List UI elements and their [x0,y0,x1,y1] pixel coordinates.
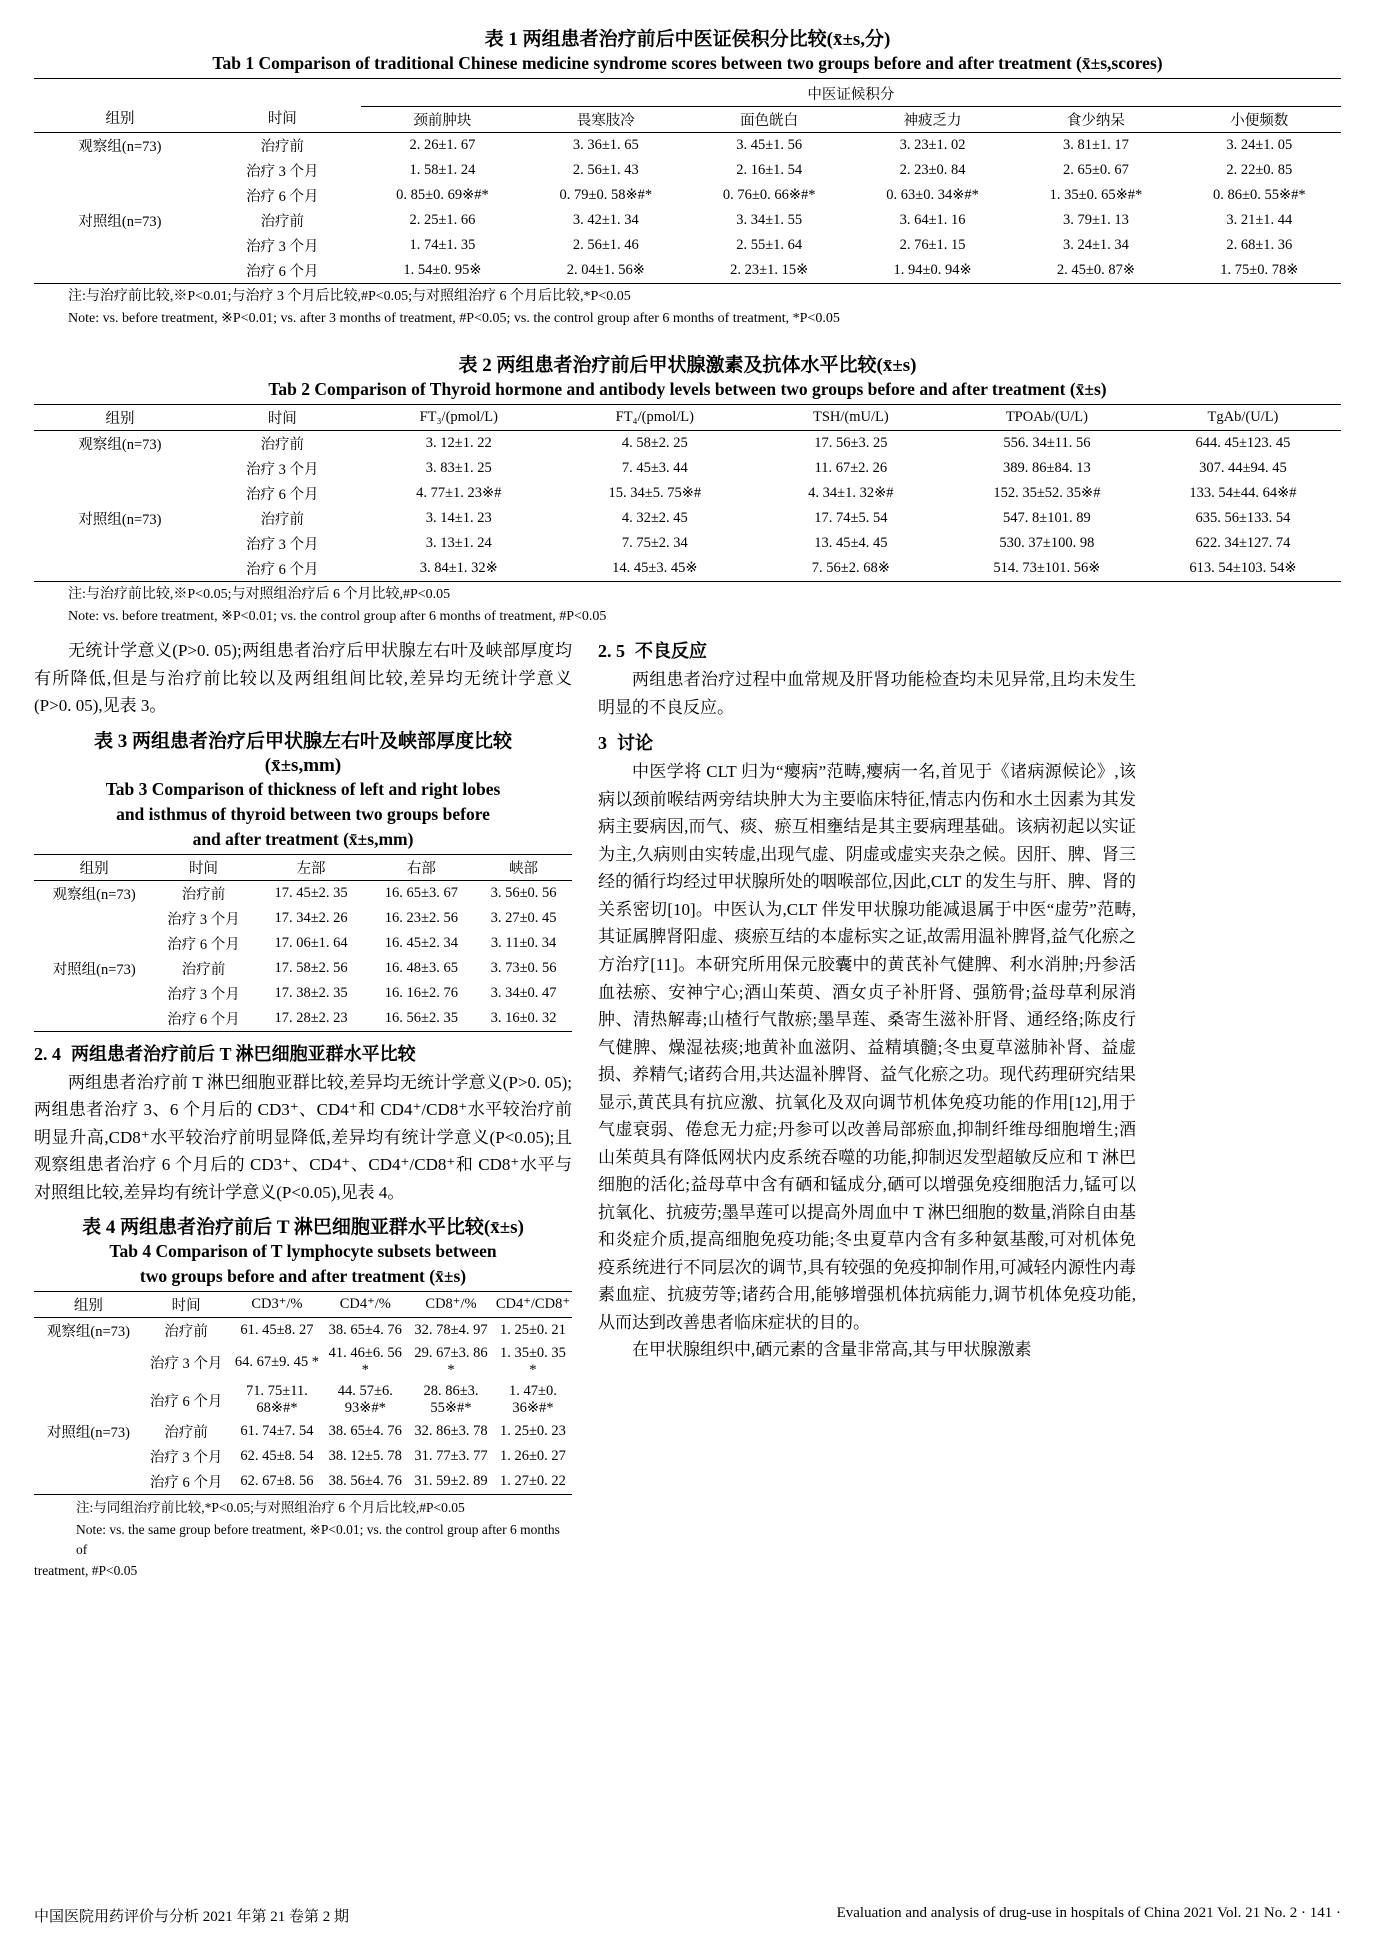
cell: 31. 77±3. 77 [414,1448,488,1465]
cell: 7. 56±2. 68※ [811,559,890,576]
table-row [34,430,1341,456]
row-group [34,1469,141,1495]
cell: 2. 56±1. 43 [572,162,639,178]
table3-col-2: 峡部 [475,854,572,880]
cell: 2. 68±1. 36 [1226,237,1293,253]
cell: 2. 26±1. 67 [409,137,476,153]
table4-block [34,1212,572,1580]
table1-note-cn: 注:与治疗前比较,※P<0.01;与治疗 3 个月后比较,#P<0.05;与对照组治疗 6 个月后比较,*P<0.05 [68,289,631,304]
left-column [34,637,572,1581]
cell: 3. 21±1. 44 [1226,212,1293,228]
table2-title-cn: 表 2 两组患者治疗前后甲状腺激素及抗体水平比较(x̄±s) [458,354,917,376]
table-row [34,906,572,931]
discussion-para-2: 在甲状腺组织中,硒元素的含量非常高,其与甲状腺激素 [632,1340,1032,1360]
section-2-4-body: 两组患者治疗前 T 淋巴细胞亚群比较,差异均无统计学意义(P>0. 05);两组患者治疗 3、6 个月后的 CD3⁺、CD4⁺和 CD4⁺/CD8⁺水平较治疗前明显升高,CD8⁺水平较治疗前明显降低,差异均有统计学意义(P<0.05);且观察组患者治疗 6 个月后的 CD3⁺、CD4⁺、CD4⁺/CD8⁺和 CD8⁺水平与对照组比较,差异均有统计学意义(P<0.05),见表 4。 [34,1072,572,1202]
body-columns [34,637,1341,1581]
row-time: 治疗 6 个月 [149,1475,223,1492]
row-group [34,456,204,481]
row-group [34,1006,152,1032]
row-group [34,906,152,931]
row-group [34,233,204,258]
cell: 3. 81±1. 17 [1062,137,1129,153]
table1-head-span: 中医证候积分 [361,79,1341,107]
row-time: 治疗前 [260,214,305,230]
cell: 32. 86±3. 78 [414,1423,488,1440]
section-2-4-heading [34,1040,572,1066]
cell: 71. 75±11. 68※#* [246,1383,308,1417]
table3-head-time: 时间 [152,854,254,880]
cell: 4. 58±2. 25 [621,434,688,451]
table1-note-en: Note: vs. before treatment, ※P<0.01; vs. after 3 months of treatment, #P<0.05; vs. the control group after 6 months of treatment, *P<0.05 [68,311,840,327]
cell: 3. 84±1. 32※ [419,559,498,576]
table-row [34,183,1341,208]
table3-head-group: 组别 [34,854,152,880]
cell: 38. 56±4. 76 [328,1473,402,1490]
table2-note-en: Note: vs. before treatment, ※P<0.01; vs. the control group after 6 months of treatment, #P<0.05 [68,608,607,624]
cell: 1. 35±0. 35 * [499,1345,566,1379]
cell: 7. 45±3. 44 [621,459,688,476]
table-row [34,1343,572,1381]
cell: 3. 11±0. 34 [490,934,557,951]
cell: 14. 45±3. 45※ [612,559,698,576]
cell: 514. 73±101. 56※ [993,559,1101,576]
cell: 613. 54±103. 54※ [1189,559,1297,576]
cell: 0. 76±0. 66※#* [722,187,816,203]
row-group [34,556,204,582]
para-after-tables: 无统计学意义(P>0. 05);两组患者治疗后甲状腺左右叶及峡部厚度均有所降低,但是与治疗前比较以及两组组间比较,差异均无统计学意义(P>0. 05),见表 3。 [34,641,572,716]
cell: 622. 34±127. 74 [1195,534,1291,551]
cell: 61. 74±7. 54 [240,1423,314,1440]
row-time: 治疗 3 个月 [246,461,319,478]
row-time: 治疗 6 个月 [246,486,319,503]
cell: 17. 74±5. 54 [814,509,888,526]
cell: 13. 45±4. 45 [814,534,888,551]
cell: 4. 34±1. 32※# [808,484,894,501]
cell: 3. 16±0. 32 [490,1009,557,1026]
cell: 530. 37±100. 98 [999,534,1095,551]
discussion-para-1: 中医学将 CLT 归为“瘿病”范畴,瘿病一名,首见于《诸病源候论》,该病以颈前喉结两旁结块肿大为主要临床特征,情志内伤和水土因素为其发病主要病因,而气、痰、瘀互相壅结是其主要病理基础。该病初起以实证为主,久病则由实转虚,出现气虚、阴虚或虚实夹杂之候。因肝、脾、肾三经的循行均经过甲状腺所处的咽喉部位,因此,CLT 的发生与肝、脾、肾的关系密切[10]。中医认为,CLT 伴发甲状腺功能减退属于中医“虚劳”范畴,其证属脾肾阳虚、痰瘀互结的本虚标实之证,故需用温补脾肾,益气化瘀之方治疗[11]。本研究所用保元胶囊中的黄芪补气健脾、利水消肿;丹参活血祛瘀、安神宁心;酒山茱萸、酒女贞子补肝肾、强筋骨;益母草利尿消肿、清热解毒;山楂行气散瘀;墨旱莲、桑寄生滋补肝肾、通经络;陈皮行气健脾、燥湿祛痰;地黄补血滋阴、益精填髓;冬虫夏草滋肺补肾、益虚损、养精气;诸药合用,共达温补脾肾、益气化瘀之功。现代药理研究结果显示,黄芪具有抗应激、抗氧化及双向调节机体免疫功能的作用[12],用于气虚衰弱、倦怠无力症;丹参可以改善局部瘀血,抑制纤维母细胞增生;酒山茱萸具有降低网状内皮系统吞噬的功能,抑制迟发型超敏反应和 T 淋巴细胞的活化;益母草中含有硒和锰成分,硒可以增强免疫细胞活力,锰可以抗氧化、抗疲劳;墨旱莲可以提高外周血中 T 淋巴细胞的数量,消除自由基和炎症介质,提高细胞免疫功能;冬虫夏草内含有多种氨基酸,可对机体免疫系统进行不同层次的调节,具有较强的免疫抑制作用,可减轻内源性内毒素血症、抗疲劳等;诸药合用,能够增强机体抗病能力,调节机体免疫功能,从而达到改善患者临床症状的目的。 [598,762,1136,1332]
cell: 1. 47±0. 36※#* [509,1383,557,1417]
row-time: 治疗前 [181,961,226,978]
section-2-5-number: 2. 5 [598,641,625,662]
table1-col-5: 小便频数 [1230,113,1289,129]
table2 [34,404,1341,582]
table3-block [34,726,572,1032]
table1 [34,78,1341,284]
cell: 152. 35±52. 35※# [993,484,1101,501]
cell: 3. 23±1. 02 [899,137,966,153]
cell: 556. 34±11. 56 [1003,434,1091,451]
cell: 635. 56±133. 54 [1195,509,1291,526]
cell: 4. 32±2. 45 [621,509,688,526]
table-row [34,880,572,906]
cell: 389. 86±84. 13 [1003,459,1091,476]
cell: 16. 56±2. 35 [384,1009,458,1026]
cell: 1. 35±0. 65※#* [1049,187,1143,203]
cell: 307. 44±94. 45 [1199,459,1287,476]
row-time: 治疗 6 个月 [246,189,319,205]
page-footer [34,1905,1341,1926]
cell: 31. 59±2. 89 [414,1473,488,1490]
cell: 0. 86±0. 55※#* [1213,187,1306,203]
row-time: 治疗 3 个月 [149,1450,223,1467]
table-row [34,531,1341,556]
table3-title-cn-2: (x̄±s,mm) [264,754,342,776]
cell: 17. 56±3. 25 [814,434,888,451]
row-time: 治疗前 [164,1425,208,1442]
table4-col-3: CD4⁺/CD8⁺ [494,1292,572,1318]
table-row [34,956,572,981]
cell: 2. 56±1. 46 [572,237,639,253]
row-time: 治疗 6 个月 [149,1393,223,1410]
row-time: 治疗前 [164,1324,208,1341]
right-column [598,637,1136,1581]
table2-col-4: TgAb/(U/L) [1145,404,1341,430]
row-group [34,183,204,208]
cell: 3. 64±1. 16 [899,212,966,228]
cell: 2. 25±1. 66 [409,212,476,228]
row-time: 治疗 6 个月 [167,1011,240,1028]
table2-col-1: FT₄/(pmol/L) [557,404,753,430]
table-row [34,158,1341,183]
row-time: 治疗 3 个月 [149,1355,223,1372]
table1-title-en: Tab 1 Comparison of traditional Chinese medicine syndrome scores between two groups before and after treatment (x̄±s,scores) [212,53,1163,73]
table3-col-1: 右部 [368,854,476,880]
cell: 1. 25±0. 21 [499,1322,566,1339]
footer-journal-cn: 中国医院用药评价与分析 2021 年第 21 卷第 2 期 [34,1909,350,1925]
row-group [34,981,152,1006]
table1-col-1: 畏寒肢冷 [576,113,635,129]
cell: 2. 45±0. 87※ [1056,262,1135,278]
section-3-number: 3 [598,733,607,754]
table4-title-en-1: Tab 4 Comparison of T lymphocyte subsets between [109,1241,497,1262]
cell: 3. 36±1. 65 [572,137,639,153]
table1-block [34,24,1341,330]
table4-note-en-1: Note: vs. the same group before treatment, ※P<0.01; vs. the control group after 6 months of [76,1522,560,1557]
table-row [34,556,1341,582]
row-group [34,258,204,284]
cell: 15. 34±5. 75※# [608,484,702,501]
table4-col-2: CD8⁺/% [408,1292,494,1318]
table1-col-3: 神疲乏力 [903,113,962,129]
table3-title-en-2: and isthmus of thyroid between two groups before [116,803,490,824]
cell: 3. 27±0. 45 [490,909,557,926]
table-row [34,506,1341,531]
cell: 3. 34±1. 55 [736,212,803,228]
table-row [34,1419,572,1444]
table-row [34,456,1341,481]
cell: 3. 79±1. 13 [1062,212,1129,228]
cell: 17. 06±1. 64 [274,934,348,951]
row-group [34,1381,141,1419]
cell: 62. 67±8. 56 [240,1473,314,1490]
row-time: 治疗前 [260,139,305,155]
row-group: 对照组(n=73) [46,1425,130,1442]
cell: 3. 24±1. 34 [1062,237,1129,253]
cell: 3. 34±0. 47 [490,984,557,1001]
table-row [34,233,1341,258]
cell: 2. 55±1. 64 [736,237,803,253]
footer-journal-en: Evaluation and analysis of drug-use in hospitals of China 2021 Vol. 21 No. 2 · 141 · [836,1905,1341,1921]
cell: 644. 45±123. 45 [1195,434,1291,451]
table-row [34,1381,572,1419]
table4-title-cn: 表 4 两组患者治疗前后 T 淋巴细胞亚群水平比较(x̄±s) [82,1217,524,1239]
row-time: 治疗 6 个月 [246,264,319,280]
row-time: 治疗 3 个月 [246,536,319,553]
row-time: 治疗 3 个月 [246,164,319,180]
cell: 41. 46±6. 56 * [328,1345,402,1379]
cell: 16. 65±3. 67 [384,884,458,901]
cell: 3. 45±1. 56 [736,137,803,153]
cell: 3. 12±1. 22 [425,434,492,451]
cell: 2. 16±1. 54 [736,162,803,178]
table1-head-group: 组别 [105,111,135,127]
row-time: 治疗 3 个月 [167,986,240,1003]
table-row [34,1318,572,1344]
cell: 3. 73±0. 56 [490,959,557,976]
row-group [34,481,204,506]
cell: 16. 16±2. 76 [384,984,458,1001]
cell: 17. 28±2. 23 [274,1009,348,1026]
table4 [34,1291,572,1495]
table-row [34,931,572,956]
table-row [34,1469,572,1495]
row-time: 治疗前 [260,436,305,453]
table4-head-group: 组别 [34,1292,141,1318]
section-2-5-heading [598,637,1136,663]
table-row [34,981,572,1006]
cell: 38. 65±4. 76 [328,1322,402,1339]
cell: 3. 42±1. 34 [572,212,639,228]
row-time: 治疗 3 个月 [246,239,319,255]
cell: 38. 65±4. 76 [328,1423,402,1440]
cell: 28. 86±3. 55※#* [423,1383,479,1417]
row-group: 观察组(n=73) [78,436,162,453]
table2-head-time: 时间 [204,404,361,430]
cell: 2. 22±0. 85 [1226,162,1293,178]
cell: 2. 65±0. 67 [1062,162,1129,178]
table2-block [34,350,1341,628]
table-row [34,1444,572,1469]
row-time: 治疗前 [260,511,305,528]
table-row [34,481,1341,506]
cell: 62. 45±8. 54 [240,1448,314,1465]
row-group: 观察组(n=73) [52,886,136,903]
cell: 133. 54±44. 64※# [1189,484,1297,501]
table3-title-en-1: Tab 3 Comparison of thickness of left and right lobes [105,778,501,799]
table3-col-0: 左部 [255,854,368,880]
row-group [34,931,152,956]
row-group: 对照组(n=73) [78,214,162,230]
table2-col-0: FT₃/(pmol/L) [361,404,557,430]
table3-title-cn-1: 表 3 两组患者治疗后甲状腺左右叶及峡部厚度比较 [93,730,512,752]
row-time: 治疗 6 个月 [246,561,319,578]
cell: 16. 45±2. 34 [384,934,458,951]
table-row [34,1006,572,1032]
row-time: 治疗 3 个月 [167,911,240,928]
cell: 38. 12±5. 78 [328,1448,402,1465]
cell: 4. 77±1. 23※# [416,484,502,501]
cell: 0. 79±0. 58※#* [559,187,653,203]
row-group: 观察组(n=73) [78,139,162,155]
cell: 61. 45±8. 27 [240,1322,314,1339]
table4-note-en-2: treatment, #P<0.05 [34,1563,138,1579]
cell: 1. 58±1. 24 [409,162,476,178]
table4-title-en-2: two groups before and after treatment (x̄±s) [139,1266,467,1287]
table2-title-en: Tab 2 Comparison of Thyroid hormone and antibody levels between two groups before and after treatment (x̄±s) [268,378,1107,399]
table3-title-en-3: and after treatment (x̄±s,mm) [192,828,414,849]
cell: 44. 57±6. 93※#* [337,1383,393,1417]
table-row [34,258,1341,284]
cell: 16. 23±2. 56 [384,909,458,926]
row-group [34,158,204,183]
section-2-4-title: 两组患者治疗前后 T 淋巴细胞亚群水平比较 [71,1043,416,1064]
table2-note-cn: 注:与治疗前比较,※P<0.05;与对照组治疗后 6 个月比较,#P<0.05 [68,586,451,602]
cell: 2. 04±1. 56※ [566,262,645,278]
cell: 547. 8±101. 89 [1003,509,1091,526]
section-2-5-body: 两组患者治疗过程中血常规及肝肾功能检查均未见异常,且均未发生明显的不良反应。 [598,670,1136,717]
table-row [34,133,1341,159]
cell: 64. 67±9. 45 * [234,1353,319,1370]
cell: 3. 24±1. 05 [1226,137,1293,153]
cell: 7. 75±2. 34 [621,534,688,551]
section-3-heading [598,729,1136,755]
row-time: 治疗前 [181,886,226,903]
row-group: 对照组(n=73) [52,961,136,978]
row-group [34,1343,141,1381]
cell: 1. 27±0. 22 [499,1473,566,1490]
cell: 0. 85±0. 69※#* [396,187,489,203]
cell: 2. 76±1. 15 [899,237,966,253]
table1-col-2: 面色㿠白 [740,113,799,129]
cell: 17. 34±2. 26 [274,909,348,926]
cell: 1. 94±0. 94※ [893,262,972,278]
section-2-4-number: 2. 4 [34,1043,61,1064]
table4-col-0: CD3⁺/% [231,1292,322,1318]
row-group [34,1444,141,1469]
cell: 16. 48±3. 65 [384,959,458,976]
cell: 29. 67±3. 86 * [414,1345,488,1379]
section-3-title: 讨论 [617,733,653,754]
cell: 2. 23±0. 84 [899,162,966,178]
cell: 17. 58±2. 56 [274,959,348,976]
cell: 32. 78±4. 97 [414,1322,488,1339]
table4-head-time: 时间 [141,1292,232,1318]
cell: 11. 67±2. 26 [814,459,888,476]
table1-head-time: 时间 [267,111,297,127]
cell: 17. 45±2. 35 [274,884,348,901]
row-group [34,531,204,556]
table2-col-2: TSH/(mU/L) [753,404,949,430]
table4-col-1: CD4⁺/% [322,1292,408,1318]
cell: 2. 23±1. 15※ [730,262,809,278]
cell: 3. 83±1. 25 [425,459,492,476]
table1-col-0: 颈前肿块 [413,113,472,129]
table1-title-cn: 表 1 两组患者治疗前后中医证侯积分比较(x̄±s,分) [484,29,891,50]
cell: 0. 63±0. 34※#* [886,187,979,203]
cell: 1. 74±1. 35 [409,237,476,253]
section-2-5-title: 不良反应 [635,641,707,662]
table2-head-group: 组别 [34,404,204,430]
row-group: 对照组(n=73) [78,511,162,528]
cell: 1. 75±0. 78※ [1220,262,1299,278]
cell: 1. 25±0. 23 [499,1423,566,1440]
table1-col-4: 食少纳呆 [1066,113,1125,129]
table2-col-3: TPOAb/(U/L) [949,404,1145,430]
cell: 3. 14±1. 23 [425,509,492,526]
row-time: 治疗 6 个月 [167,936,240,953]
cell: 3. 56±0. 56 [490,884,557,901]
cell: 3. 13±1. 24 [425,534,492,551]
cell: 17. 38±2. 35 [274,984,348,1001]
table-row [34,208,1341,233]
table3 [34,854,572,1032]
cell: 1. 26±0. 27 [499,1448,566,1465]
row-group: 观察组(n=73) [46,1324,130,1341]
cell: 1. 54±0. 95※ [403,262,482,278]
table4-note-cn: 注:与同组治疗前比较,*P<0.05;与对照组治疗 6 个月后比较,#P<0.05 [76,1500,465,1516]
